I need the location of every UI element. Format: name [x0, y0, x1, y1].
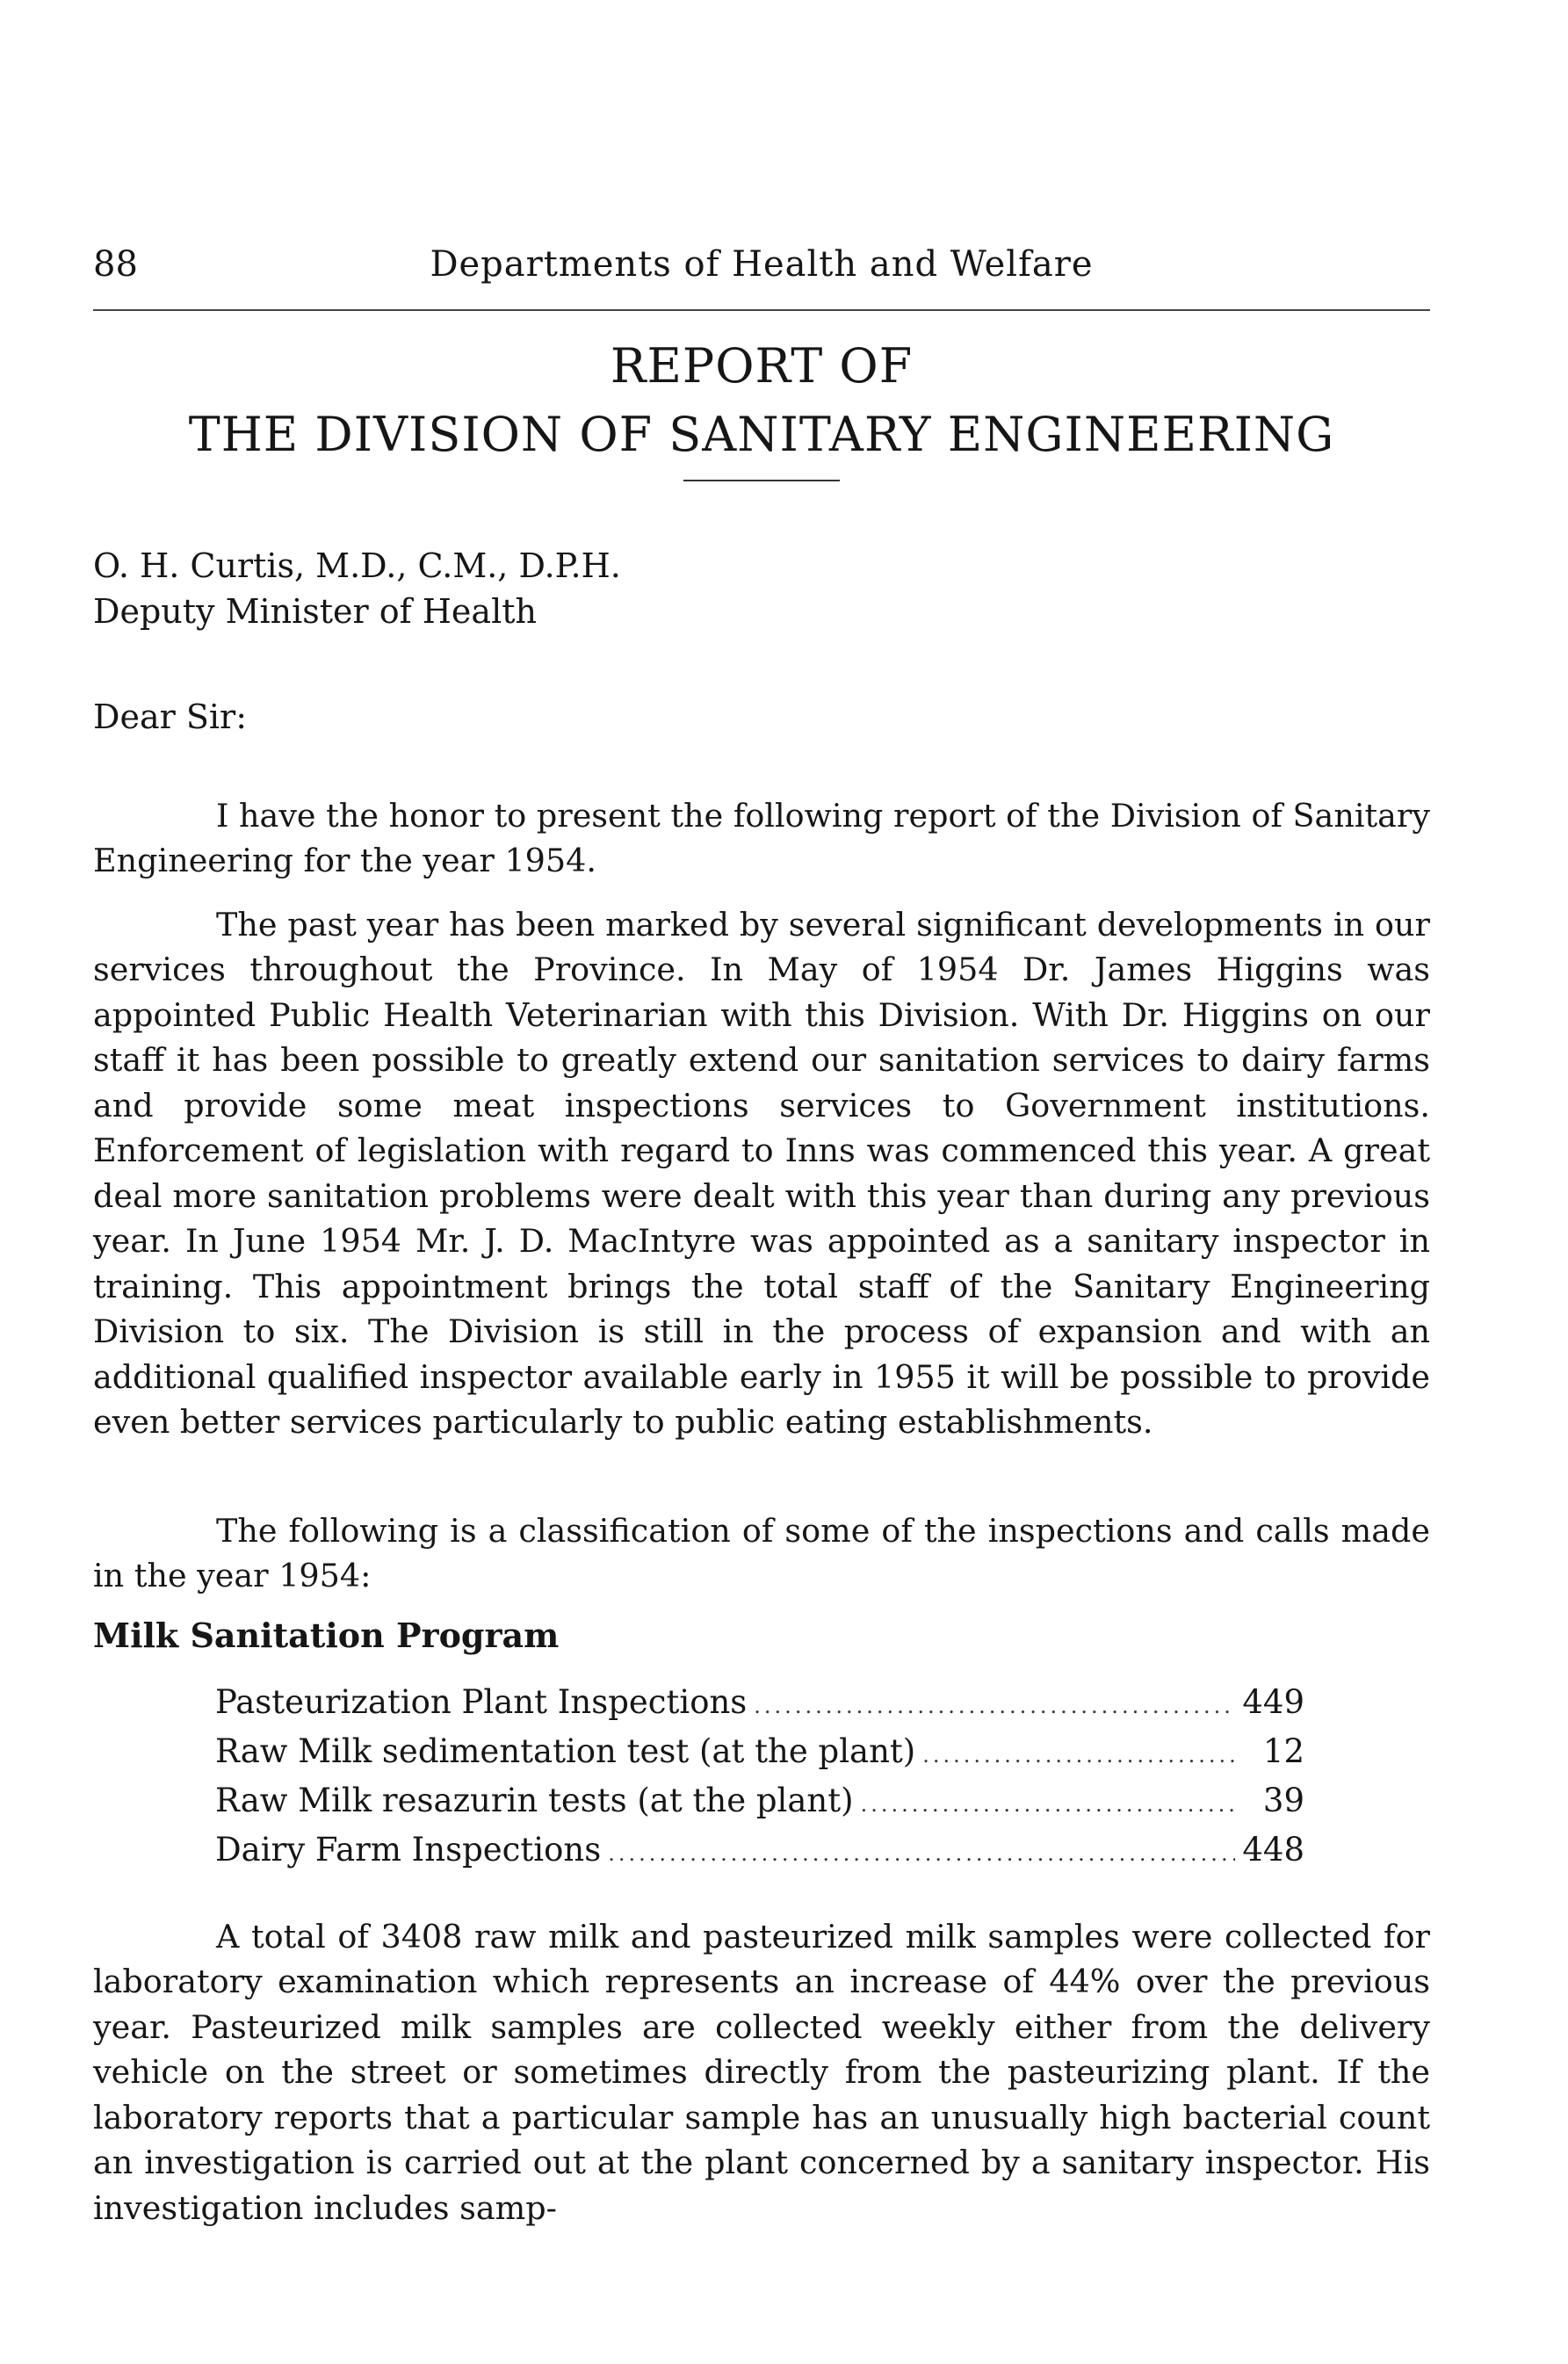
paragraph-classification-intro: The following is a classification of some of the inspections and calls made in the year 1954: [93, 1511, 1430, 1594]
dot-leader [608, 1832, 1235, 1876]
addressee-title: Deputy Minister of Health [93, 592, 537, 631]
paragraph-intro: I have the honor to present the following report of the Division of Sanitary Engineering for the year 1954. [93, 796, 1430, 879]
running-title: Departments of Health and Welfare [430, 244, 1094, 285]
stat-value: 448 [1242, 1831, 1304, 1869]
dot-leader [861, 1782, 1236, 1827]
salutation: Dear Sir: [93, 698, 248, 736]
dot-leader [922, 1733, 1236, 1778]
paragraph-developments: The past year has been marked by several significant developments in our services throughout the Province. In May of 1954 Dr. James Higgins was appointed Public Health Veterinarian with this Division. With Dr. Higgins on our staff it has been possible to greatly extend our sanitation services to dairy farms and provide some meat inspections services to Government institutions. Enforcement of legislation with regard to Inns was commenced this year. A great deal more sanitation problems were dealt with this year than during any previous year. In June 1954 Mr. J. D. MacIntyre was appointed as a sanitary inspector in training. This appointment brings the total staff of the Sanitary Engineering Division to six. The Division is still in the process of expansion and with an additional qualified inspector available early in 1955 it will be possible to provide even better services particularly to public eating establishments. [93, 905, 1430, 1441]
dot-leader [754, 1684, 1235, 1729]
list-item [215, 1729, 1304, 1778]
stat-label: Pasteurization Plant Inspections [215, 1683, 748, 1721]
header-rule [93, 309, 1430, 311]
paragraph-milk-samples: A total of 3408 raw milk and pasteurized milk samples were collected for laboratory examination which represents an increase of 44% over the previous year. Pasteurized milk samples are collected weekly either from the delivery vehicle on the street or sometimes directly from the pasteurizing plant. If the laboratory reports that a particular sample has an unusually high bacterial count an investigation is carried out at the plant concerned by a sanitary inspector. His investigation includes samp- [93, 1917, 1430, 2227]
running-head [93, 239, 1430, 309]
report-title-line-1: REPORT OF [610, 338, 914, 394]
stat-label: Raw Milk resazurin tests (at the plant) [215, 1782, 854, 1819]
stat-value: 449 [1242, 1683, 1304, 1721]
list-item [215, 1778, 1304, 1827]
addressee-block [93, 543, 621, 634]
section-heading-milk-sanitation: Milk Sanitation Program [93, 1616, 560, 1655]
report-title-line-2: THE DIVISION OF SANITARY ENGINEERING [188, 407, 1335, 462]
stat-value: 39 [1262, 1782, 1304, 1819]
stat-label: Raw Milk sedimentation test (at the plant) [215, 1732, 916, 1770]
title-rule [683, 480, 840, 481]
report-title [93, 332, 1430, 481]
stat-value: 12 [1262, 1732, 1304, 1770]
stat-label: Dairy Farm Inspections [215, 1831, 602, 1869]
list-item [215, 1827, 1304, 1876]
milk-program-list [215, 1680, 1304, 1876]
list-item [215, 1680, 1304, 1729]
addressee-name: O. H. Curtis, M.D., C.M., D.P.H. [93, 546, 621, 585]
page-number: 88 [93, 244, 138, 285]
